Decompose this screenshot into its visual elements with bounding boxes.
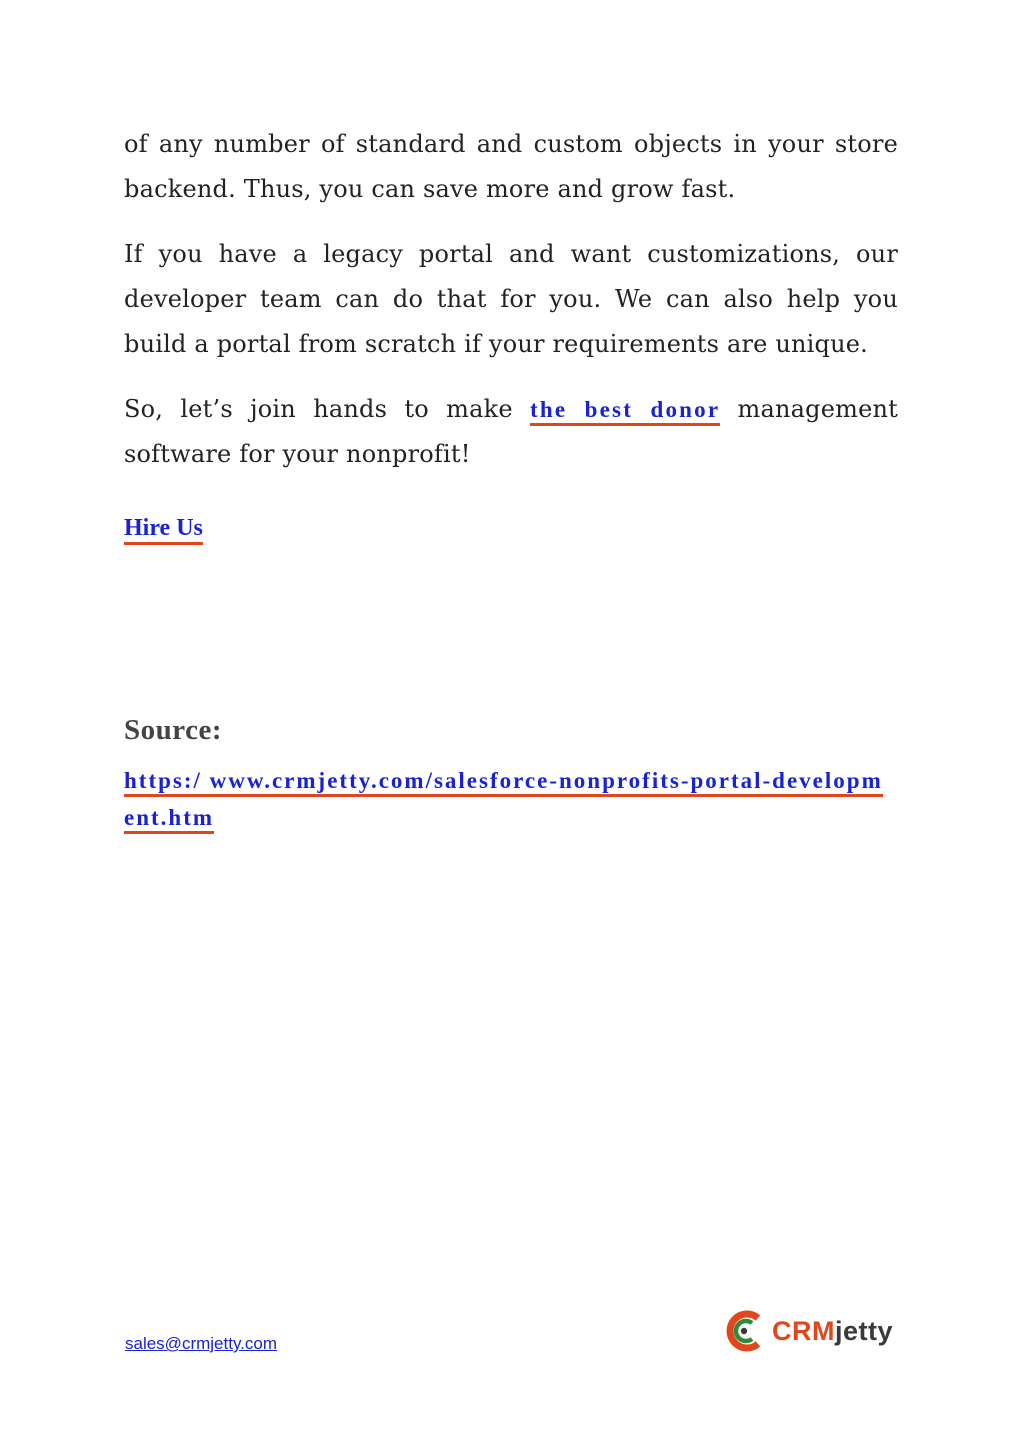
paragraph-3-text-before: So, let’s join hands to make	[124, 395, 531, 423]
paragraph-2: If you have a legacy portal and want customizations, our developer team can do that for you. We can also help you build a portal from scratch if your requirements are unique.	[124, 240, 898, 358]
logo-crm-text: CRM	[772, 1315, 835, 1346]
source-url-link[interactable]: https:/ www.crmjetty.com/salesforce-nonprofits-portal-development.htm	[124, 768, 883, 834]
best-donor-link[interactable]: the best donor	[530, 397, 720, 426]
crmjetty-logo	[722, 1306, 893, 1356]
paragraph-1: of any number of standard and custom objects in your store backend. Thus, you can save more and grow fast.	[124, 130, 898, 203]
paragraph-3-text-after: management software for your nonprofit!	[124, 395, 898, 468]
hire-us-link[interactable]: Hire Us	[124, 515, 203, 545]
logo-jetty-text: jetty	[835, 1315, 894, 1346]
paragraph-3	[124, 387, 898, 477]
logo-wordmark	[772, 1315, 894, 1346]
crmjetty-logo-icon	[722, 1309, 766, 1353]
footer-email-link[interactable]: sales@crmjetty.com	[125, 1334, 278, 1353]
source-url-container	[124, 762, 894, 836]
source-heading: Source:	[124, 714, 223, 746]
hire-us-container	[124, 512, 203, 544]
main-content	[124, 122, 898, 477]
